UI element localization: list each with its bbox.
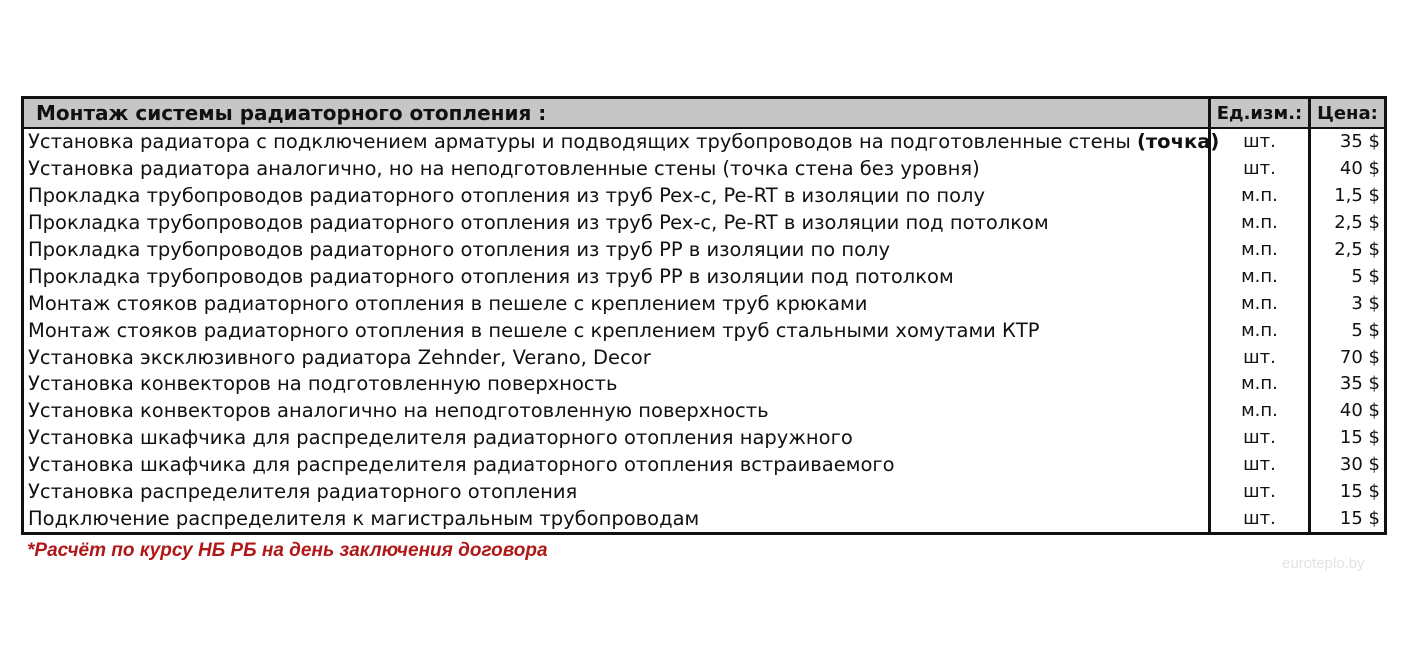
row-unit: м.п. [1210, 317, 1310, 344]
row-price: 5 $ [1310, 263, 1386, 290]
row-unit: м.п. [1210, 263, 1310, 290]
table-row [23, 156, 1386, 183]
table-title: Монтаж системы радиаторного отопления : [23, 98, 1210, 129]
table-row [23, 371, 1386, 398]
row-description: Установка шкафчика для распределителя радиаторного отопления наружного [28, 426, 853, 450]
row-unit: м.п. [1210, 371, 1310, 398]
row-description: Установка эксклюзивного радиатора Zehnder, Verano, Decor [28, 345, 651, 369]
table-row [23, 344, 1386, 371]
table-row [23, 290, 1386, 317]
row-price: 2,5 $ [1310, 210, 1386, 237]
row-description: Установка конвекторов на подготовленную поверхность [28, 372, 618, 396]
row-price: 70 $ [1310, 344, 1386, 371]
row-price: 5 $ [1310, 317, 1386, 344]
row-unit: шт. [1210, 128, 1310, 156]
row-price: 30 $ [1310, 452, 1386, 479]
table-row [23, 479, 1386, 506]
price-column-header: Цена: [1310, 98, 1386, 129]
row-description: Прокладка трубопроводов радиаторного отопления из труб Pex-c, Pe-RT в изоляции по полу [28, 184, 986, 208]
row-unit: шт. [1210, 425, 1310, 452]
table-row [23, 398, 1386, 425]
watermark: euroteplo.by [1282, 555, 1365, 572]
table-row [23, 317, 1386, 344]
table-header-row [23, 98, 1386, 129]
row-description: Прокладка трубопроводов радиаторного отопления из труб PP в изоляции по полу [28, 238, 891, 261]
row-unit: м.п. [1210, 398, 1310, 425]
table-row [23, 425, 1386, 452]
table-row [23, 237, 1386, 264]
row-price: 35 $ [1310, 128, 1386, 156]
table-row [23, 505, 1386, 533]
row-unit: м.п. [1210, 183, 1310, 210]
row-price: 15 $ [1310, 425, 1386, 452]
row-description: Монтаж стояков радиаторного отопления в пешеле с креплением труб крюками [28, 291, 868, 315]
row-price: 1,5 $ [1310, 183, 1386, 210]
row-description-text: Установка радиатора с подключением арматуры и подводящих трубопроводов на подготовленные стены [28, 130, 1137, 154]
row-description: Установка конвекторов аналогично на неподготовленную поверхность [28, 399, 769, 423]
row-price: 40 $ [1310, 398, 1386, 425]
row-description: Установка радиатора аналогично, но на неподготовленные стены (точка стена без уровня) [28, 157, 980, 181]
unit-column-header: Ед.изм.: [1210, 98, 1310, 129]
row-description [23, 128, 1220, 156]
row-unit: м.п. [1210, 237, 1310, 264]
row-unit: шт. [1210, 156, 1310, 183]
table-row [23, 263, 1386, 290]
row-unit: м.п. [1210, 290, 1310, 317]
row-description: Прокладка трубопроводов радиаторного отопления из труб PP в изоляции под потолком [28, 264, 954, 288]
row-unit: шт. [1210, 344, 1310, 371]
row-price: 3 $ [1310, 290, 1386, 317]
table-row [23, 452, 1386, 479]
row-unit: шт. [1210, 479, 1310, 506]
row-description: Установка распределителя радиаторного отопления [28, 480, 578, 504]
table-row [23, 183, 1386, 210]
row-description: Монтаж стояков радиаторного отопления в пешеле с креплением труб стальными хомутами КТР [28, 318, 1040, 342]
row-unit: м.п. [1210, 210, 1310, 237]
footnote: *Расчёт по курсу НБ РБ на день заключения договора [27, 540, 548, 561]
row-price: 2,5 $ [1310, 237, 1386, 264]
row-description: Подключение распределителя к магистральным трубопроводам [28, 506, 700, 530]
row-unit: шт. [1210, 452, 1310, 479]
row-unit: шт. [1210, 505, 1310, 533]
row-price: 40 $ [1310, 156, 1386, 183]
price-table [21, 96, 1387, 535]
table-row [23, 128, 1386, 156]
row-price: 35 $ [1310, 371, 1386, 398]
row-price: 15 $ [1310, 505, 1386, 533]
row-price: 15 $ [1310, 479, 1386, 506]
row-description: Установка шкафчика для распределителя радиаторного отопления встраиваемого [28, 453, 895, 477]
row-description-bold: (точка) [1136, 130, 1220, 154]
row-description: Прокладка трубопроводов радиаторного отопления из труб Pex-c, Pe-RT в изоляции под потолком [28, 211, 1049, 235]
table-row [23, 210, 1386, 237]
